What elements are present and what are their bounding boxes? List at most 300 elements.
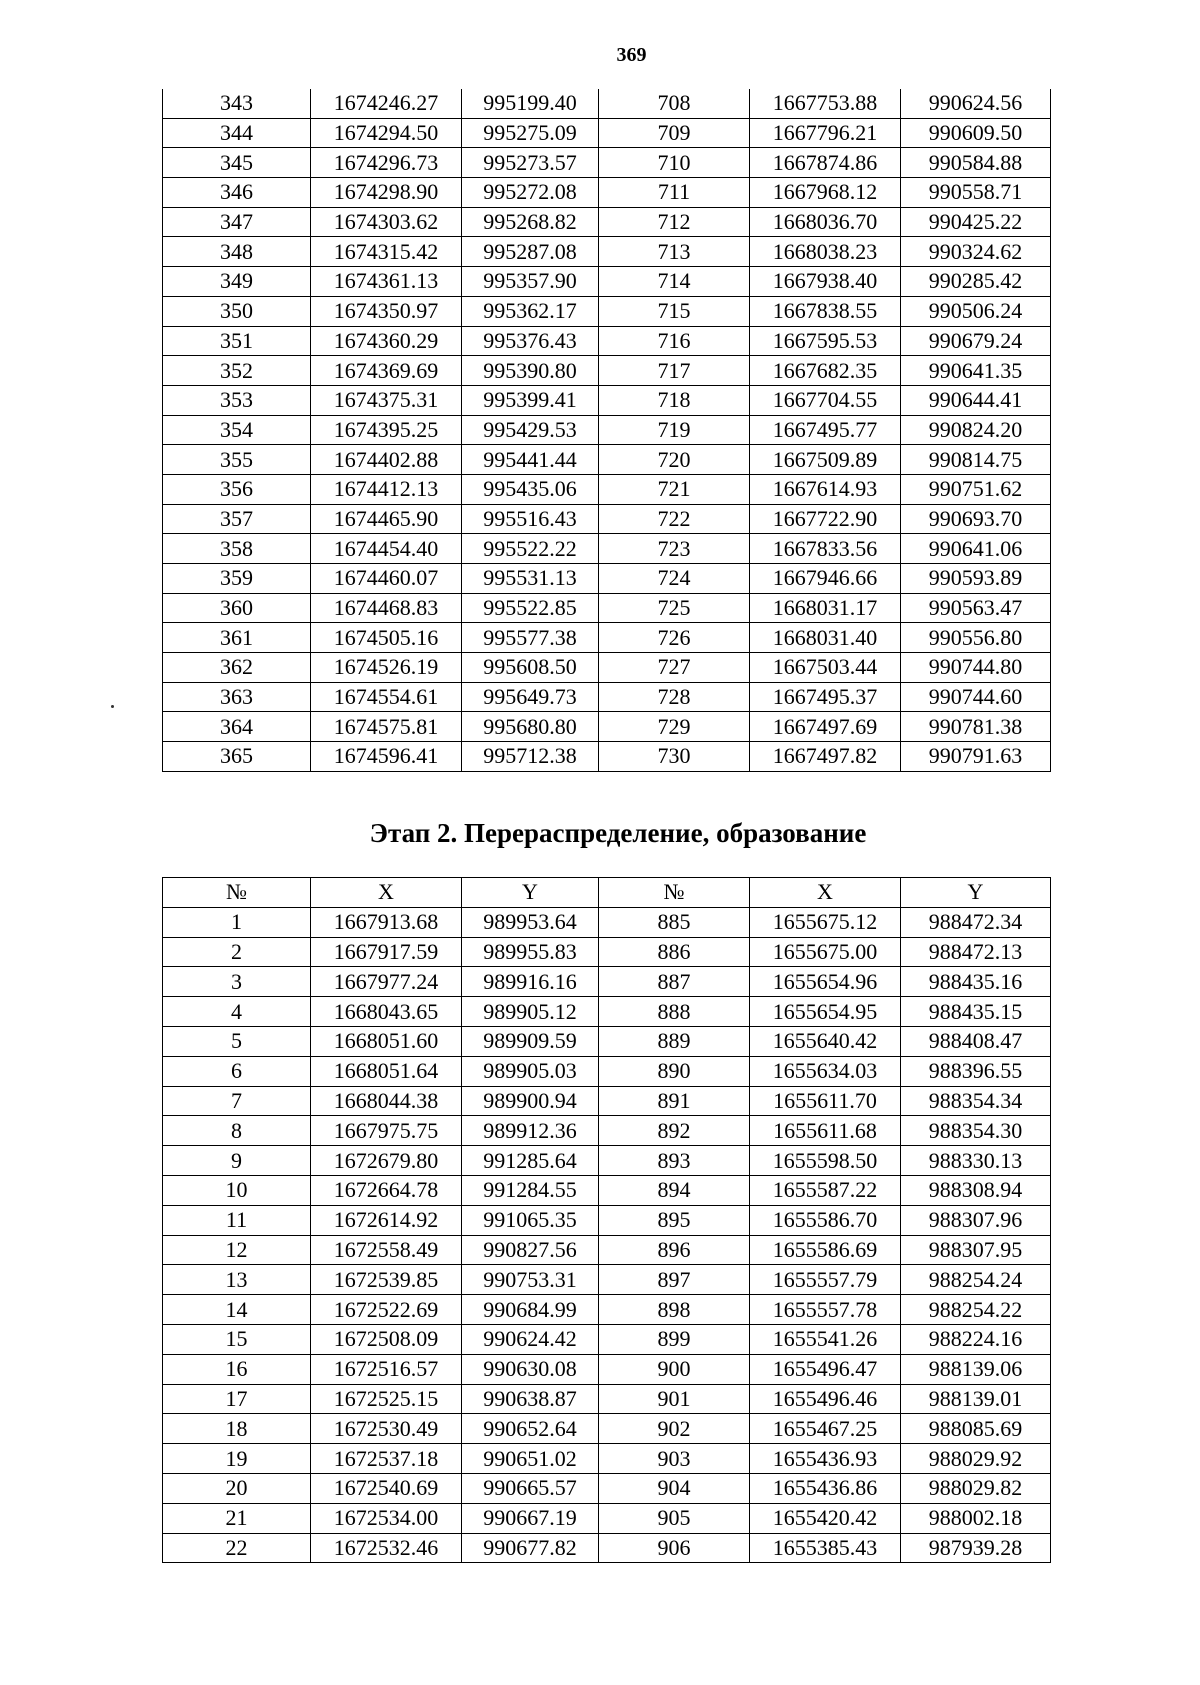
table-row — [163, 1086, 1051, 1116]
cell-number-right: 709 — [599, 118, 750, 148]
cell-y-left: 995429.53 — [462, 415, 599, 445]
cell-number-right: 902 — [599, 1414, 750, 1444]
cell-number-left: 2 — [163, 937, 311, 967]
cell-x-left: 1672534.00 — [311, 1503, 462, 1533]
cell-y-left: 990677.82 — [462, 1533, 599, 1563]
cell-y-right: 990791.63 — [901, 742, 1051, 772]
table-row — [163, 1473, 1051, 1503]
cell-number-right: 728 — [599, 682, 750, 712]
cell-x-left: 1674465.90 — [311, 504, 462, 534]
cell-x-right: 1667509.89 — [750, 445, 901, 475]
cell-number-right: 714 — [599, 267, 750, 297]
table-row — [163, 415, 1051, 445]
cell-x-right: 1655541.26 — [750, 1324, 901, 1354]
cell-number-right: 904 — [599, 1473, 750, 1503]
cell-number-left: 350 — [163, 296, 311, 326]
cell-x-right: 1667968.12 — [750, 178, 901, 208]
cell-x-right: 1655640.42 — [750, 1026, 901, 1056]
cell-number-right: 723 — [599, 534, 750, 564]
cell-x-right: 1667753.88 — [750, 89, 901, 118]
cell-y-right: 988224.16 — [901, 1324, 1051, 1354]
table-row — [163, 356, 1051, 386]
cell-number-left: 5 — [163, 1026, 311, 1056]
table-body — [163, 89, 1051, 771]
cell-number-right: 722 — [599, 504, 750, 534]
cell-x-left: 1674350.97 — [311, 296, 462, 326]
cell-y-left: 990624.42 — [462, 1324, 599, 1354]
cell-number-left: 16 — [163, 1354, 311, 1384]
cell-x-left: 1672664.78 — [311, 1175, 462, 1205]
cell-number-left: 361 — [163, 623, 311, 653]
table-row — [163, 1205, 1051, 1235]
cell-x-right: 1655598.50 — [750, 1146, 901, 1176]
cell-y-right: 988254.24 — [901, 1265, 1051, 1295]
cell-y-right: 990744.60 — [901, 682, 1051, 712]
cell-x-right: 1655496.47 — [750, 1354, 901, 1384]
cell-y-left: 990665.57 — [462, 1473, 599, 1503]
cell-number-left: 19 — [163, 1444, 311, 1474]
table-row — [163, 1324, 1051, 1354]
cell-x-right: 1667796.21 — [750, 118, 901, 148]
table-row — [163, 148, 1051, 178]
cell-x-left: 1672508.09 — [311, 1324, 462, 1354]
cell-y-left: 995268.82 — [462, 207, 599, 237]
table-row — [163, 907, 1051, 937]
cell-number-left: 7 — [163, 1086, 311, 1116]
cell-y-right: 990641.35 — [901, 356, 1051, 386]
cell-x-right: 1655496.46 — [750, 1384, 901, 1414]
coordinates-table-continued — [162, 89, 1051, 772]
cell-y-right: 988029.92 — [901, 1444, 1051, 1474]
cell-number-right: 712 — [599, 207, 750, 237]
cell-x-right: 1655611.70 — [750, 1086, 901, 1116]
cell-y-left: 991065.35 — [462, 1205, 599, 1235]
table-row — [163, 623, 1051, 653]
cell-number-left: 362 — [163, 653, 311, 683]
cell-number-right: 721 — [599, 474, 750, 504]
cell-x-right: 1655436.86 — [750, 1473, 901, 1503]
cell-x-left: 1674361.13 — [311, 267, 462, 297]
cell-x-right: 1655385.43 — [750, 1533, 901, 1563]
scan-speck — [111, 705, 114, 708]
cell-x-left: 1674303.62 — [311, 207, 462, 237]
cell-y-left: 995577.38 — [462, 623, 599, 653]
cell-x-left: 1667977.24 — [311, 967, 462, 997]
table-row — [163, 1384, 1051, 1414]
cell-y-right: 990584.88 — [901, 148, 1051, 178]
cell-x-left: 1672614.92 — [311, 1205, 462, 1235]
cell-x-right: 1655557.79 — [750, 1265, 901, 1295]
cell-y-left: 995712.38 — [462, 742, 599, 772]
cell-number-left: 21 — [163, 1503, 311, 1533]
cell-number-right: 896 — [599, 1235, 750, 1265]
cell-x-right: 1668031.40 — [750, 623, 901, 653]
cell-number-right: 893 — [599, 1146, 750, 1176]
cell-number-right: 897 — [599, 1265, 750, 1295]
cell-number-right: 898 — [599, 1295, 750, 1325]
cell-number-right: 710 — [599, 148, 750, 178]
cell-number-left: 9 — [163, 1146, 311, 1176]
cell-x-right: 1655436.93 — [750, 1444, 901, 1474]
cell-y-right: 990609.50 — [901, 118, 1051, 148]
header-x-right: X — [750, 878, 901, 908]
header-number-right: № — [599, 878, 750, 908]
cell-number-left: 349 — [163, 267, 311, 297]
table-header — [163, 878, 1051, 908]
cell-number-right: 711 — [599, 178, 750, 208]
cell-y-right: 990814.75 — [901, 445, 1051, 475]
cell-y-right: 990285.42 — [901, 267, 1051, 297]
cell-y-left: 991284.55 — [462, 1175, 599, 1205]
table-row — [163, 178, 1051, 208]
cell-number-left: 364 — [163, 712, 311, 742]
table-row — [163, 385, 1051, 415]
cell-x-left: 1667975.75 — [311, 1116, 462, 1146]
cell-x-right: 1668031.17 — [750, 593, 901, 623]
cell-y-right: 990781.38 — [901, 712, 1051, 742]
cell-x-left: 1674575.81 — [311, 712, 462, 742]
cell-x-left: 1674246.27 — [311, 89, 462, 118]
cell-x-left: 1674505.16 — [311, 623, 462, 653]
table-row — [163, 118, 1051, 148]
cell-y-right: 990693.70 — [901, 504, 1051, 534]
cell-x-left: 1674296.73 — [311, 148, 462, 178]
cell-number-right: 900 — [599, 1354, 750, 1384]
cell-x-right: 1667497.69 — [750, 712, 901, 742]
cell-x-right: 1667503.44 — [750, 653, 901, 683]
cell-number-left: 6 — [163, 1056, 311, 1086]
table-row — [163, 534, 1051, 564]
cell-x-right: 1655654.96 — [750, 967, 901, 997]
table-row — [163, 682, 1051, 712]
cell-number-left: 346 — [163, 178, 311, 208]
table-row — [163, 1295, 1051, 1325]
table-row — [163, 937, 1051, 967]
cell-number-right: 885 — [599, 907, 750, 937]
cell-x-left: 1672539.85 — [311, 1265, 462, 1295]
cell-number-right: 890 — [599, 1056, 750, 1086]
cell-number-right: 899 — [599, 1324, 750, 1354]
cell-x-left: 1667913.68 — [311, 907, 462, 937]
cell-x-right: 1667497.82 — [750, 742, 901, 772]
table-row — [163, 1503, 1051, 1533]
cell-y-right: 988354.30 — [901, 1116, 1051, 1146]
cell-x-right: 1655675.12 — [750, 907, 901, 937]
cell-number-right: 729 — [599, 712, 750, 742]
cell-y-left: 995399.41 — [462, 385, 599, 415]
cell-number-left: 363 — [163, 682, 311, 712]
cell-number-right: 717 — [599, 356, 750, 386]
header-x-left: X — [311, 878, 462, 908]
cell-number-left: 356 — [163, 474, 311, 504]
cell-x-left: 1672679.80 — [311, 1146, 462, 1176]
cell-y-right: 988308.94 — [901, 1175, 1051, 1205]
cell-number-left: 344 — [163, 118, 311, 148]
cell-number-left: 17 — [163, 1384, 311, 1414]
table-row — [163, 267, 1051, 297]
cell-y-left: 990827.56 — [462, 1235, 599, 1265]
cell-x-right: 1667874.86 — [750, 148, 901, 178]
cell-y-left: 995376.43 — [462, 326, 599, 356]
cell-x-left: 1674402.88 — [311, 445, 462, 475]
cell-y-right: 988002.18 — [901, 1503, 1051, 1533]
cell-x-right: 1668036.70 — [750, 207, 901, 237]
cell-x-left: 1674554.61 — [311, 682, 462, 712]
cell-number-left: 22 — [163, 1533, 311, 1563]
cell-x-left: 1674375.31 — [311, 385, 462, 415]
cell-y-right: 988307.96 — [901, 1205, 1051, 1235]
cell-y-right: 988435.15 — [901, 997, 1051, 1027]
cell-y-left: 995357.90 — [462, 267, 599, 297]
cell-number-right: 724 — [599, 564, 750, 594]
cell-x-right: 1667682.35 — [750, 356, 901, 386]
cell-number-left: 352 — [163, 356, 311, 386]
table-row — [163, 1235, 1051, 1265]
cell-x-left: 1674468.83 — [311, 593, 462, 623]
cell-number-left: 343 — [163, 89, 311, 118]
table-row — [163, 967, 1051, 997]
cell-x-left: 1668051.64 — [311, 1056, 462, 1086]
cell-number-right: 719 — [599, 415, 750, 445]
cell-x-right: 1655611.68 — [750, 1116, 901, 1146]
cell-y-left: 995287.08 — [462, 237, 599, 267]
cell-number-right: 730 — [599, 742, 750, 772]
cell-y-right: 988307.95 — [901, 1235, 1051, 1265]
cell-x-right: 1655586.70 — [750, 1205, 901, 1235]
table-row — [163, 474, 1051, 504]
cell-x-right: 1655675.00 — [750, 937, 901, 967]
cell-y-left: 989905.12 — [462, 997, 599, 1027]
cell-y-left: 995390.80 — [462, 356, 599, 386]
cell-number-right: 708 — [599, 89, 750, 118]
cell-x-right: 1667495.37 — [750, 682, 901, 712]
cell-number-right: 726 — [599, 623, 750, 653]
cell-y-left: 995273.57 — [462, 148, 599, 178]
cell-x-left: 1672537.18 — [311, 1444, 462, 1474]
cell-y-left: 995435.06 — [462, 474, 599, 504]
table-row — [163, 1026, 1051, 1056]
cell-x-right: 1668038.23 — [750, 237, 901, 267]
table-row — [163, 1056, 1051, 1086]
cell-x-left: 1672540.69 — [311, 1473, 462, 1503]
cell-y-left: 990667.19 — [462, 1503, 599, 1533]
cell-y-right: 988408.47 — [901, 1026, 1051, 1056]
cell-x-left: 1672525.15 — [311, 1384, 462, 1414]
cell-y-left: 995522.22 — [462, 534, 599, 564]
cell-number-left: 8 — [163, 1116, 311, 1146]
cell-y-right: 990744.80 — [901, 653, 1051, 683]
table-row — [163, 1116, 1051, 1146]
table-row — [163, 653, 1051, 683]
table-row — [163, 1265, 1051, 1295]
cell-number-left: 351 — [163, 326, 311, 356]
cell-number-right: 903 — [599, 1444, 750, 1474]
cell-number-left: 345 — [163, 148, 311, 178]
cell-number-left: 3 — [163, 967, 311, 997]
cell-x-right: 1667704.55 — [750, 385, 901, 415]
cell-number-left: 18 — [163, 1414, 311, 1444]
cell-x-left: 1674360.29 — [311, 326, 462, 356]
cell-y-right: 988254.22 — [901, 1295, 1051, 1325]
cell-y-right: 987939.28 — [901, 1533, 1051, 1563]
cell-y-left: 995680.80 — [462, 712, 599, 742]
cell-number-left: 12 — [163, 1235, 311, 1265]
cell-y-left: 995441.44 — [462, 445, 599, 475]
cell-y-right: 990324.62 — [901, 237, 1051, 267]
cell-x-right: 1667595.53 — [750, 326, 901, 356]
table-row — [163, 1175, 1051, 1205]
table-body — [163, 907, 1051, 1563]
cell-y-left: 995199.40 — [462, 89, 599, 118]
coordinates-table-stage-2 — [162, 877, 1051, 1563]
section-title: Этап 2. Перераспределение, образование — [369, 818, 867, 848]
cell-y-left: 989905.03 — [462, 1056, 599, 1086]
cell-x-left: 1668051.60 — [311, 1026, 462, 1056]
cell-y-right: 990824.20 — [901, 415, 1051, 445]
cell-x-left: 1674454.40 — [311, 534, 462, 564]
cell-y-right: 990563.47 — [901, 593, 1051, 623]
cell-number-right: 727 — [599, 653, 750, 683]
header-number-left: № — [163, 878, 311, 908]
cell-number-right: 906 — [599, 1533, 750, 1563]
cell-y-right: 990593.89 — [901, 564, 1051, 594]
cell-number-right: 901 — [599, 1384, 750, 1414]
cell-number-left: 359 — [163, 564, 311, 594]
cell-number-left: 1 — [163, 907, 311, 937]
cell-number-right: 716 — [599, 326, 750, 356]
header-row — [163, 878, 1051, 908]
header-y-left: Y — [462, 878, 599, 908]
cell-x-right: 1655420.42 — [750, 1503, 901, 1533]
cell-y-right: 988354.34 — [901, 1086, 1051, 1116]
cell-y-left: 995362.17 — [462, 296, 599, 326]
cell-x-right: 1655467.25 — [750, 1414, 901, 1444]
cell-x-left: 1672532.46 — [311, 1533, 462, 1563]
cell-y-left: 989900.94 — [462, 1086, 599, 1116]
cell-number-right: 894 — [599, 1175, 750, 1205]
page-number: 369 — [616, 44, 647, 66]
cell-y-left: 990630.08 — [462, 1354, 599, 1384]
cell-y-right: 990425.22 — [901, 207, 1051, 237]
cell-x-left: 1674294.50 — [311, 118, 462, 148]
cell-y-left: 990651.02 — [462, 1444, 599, 1474]
table-row — [163, 1354, 1051, 1384]
table-row — [163, 593, 1051, 623]
cell-x-left: 1674298.90 — [311, 178, 462, 208]
cell-x-left: 1674412.13 — [311, 474, 462, 504]
table-row — [163, 296, 1051, 326]
cell-x-right: 1667838.55 — [750, 296, 901, 326]
cell-y-left: 995522.85 — [462, 593, 599, 623]
cell-number-right: 889 — [599, 1026, 750, 1056]
cell-x-left: 1672522.69 — [311, 1295, 462, 1325]
cell-x-left: 1668044.38 — [311, 1086, 462, 1116]
cell-number-left: 354 — [163, 415, 311, 445]
cell-y-right: 988139.06 — [901, 1354, 1051, 1384]
cell-y-right: 988085.69 — [901, 1414, 1051, 1444]
cell-y-left: 990684.99 — [462, 1295, 599, 1325]
cell-y-right: 990641.06 — [901, 534, 1051, 564]
table-row — [163, 742, 1051, 772]
cell-x-right: 1667833.56 — [750, 534, 901, 564]
cell-y-left: 989912.36 — [462, 1116, 599, 1146]
cell-number-left: 20 — [163, 1473, 311, 1503]
cell-y-right: 988396.55 — [901, 1056, 1051, 1086]
cell-number-right: 891 — [599, 1086, 750, 1116]
cell-y-right: 988330.13 — [901, 1146, 1051, 1176]
cell-y-right: 990556.80 — [901, 623, 1051, 653]
table-row — [163, 997, 1051, 1027]
cell-y-left: 990753.31 — [462, 1265, 599, 1295]
cell-y-left: 989955.83 — [462, 937, 599, 967]
cell-x-right: 1667946.66 — [750, 564, 901, 594]
cell-number-right: 718 — [599, 385, 750, 415]
table-row — [163, 564, 1051, 594]
cell-number-left: 11 — [163, 1205, 311, 1235]
cell-y-left: 995275.09 — [462, 118, 599, 148]
cell-y-right: 988139.01 — [901, 1384, 1051, 1414]
cell-number-right: 713 — [599, 237, 750, 267]
cell-y-left: 991285.64 — [462, 1146, 599, 1176]
cell-y-right: 988472.34 — [901, 907, 1051, 937]
header-y-right: Y — [901, 878, 1051, 908]
cell-x-left: 1672558.49 — [311, 1235, 462, 1265]
table-row — [163, 712, 1051, 742]
cell-number-right: 887 — [599, 967, 750, 997]
cell-number-left: 360 — [163, 593, 311, 623]
cell-number-right: 720 — [599, 445, 750, 475]
cell-x-left: 1667917.59 — [311, 937, 462, 967]
table-row — [163, 1414, 1051, 1444]
cell-y-left: 995531.13 — [462, 564, 599, 594]
cell-number-right: 886 — [599, 937, 750, 967]
cell-y-left: 989916.16 — [462, 967, 599, 997]
cell-number-right: 892 — [599, 1116, 750, 1146]
cell-y-right: 988029.82 — [901, 1473, 1051, 1503]
cell-x-left: 1672530.49 — [311, 1414, 462, 1444]
cell-number-left: 14 — [163, 1295, 311, 1325]
cell-y-left: 995649.73 — [462, 682, 599, 712]
cell-x-right: 1655587.22 — [750, 1175, 901, 1205]
table-row — [163, 1444, 1051, 1474]
cell-x-right: 1667495.77 — [750, 415, 901, 445]
cell-y-left: 989909.59 — [462, 1026, 599, 1056]
table-row — [163, 1146, 1051, 1176]
cell-number-left: 348 — [163, 237, 311, 267]
cell-x-right: 1667938.40 — [750, 267, 901, 297]
table-row — [163, 89, 1051, 118]
cell-number-left: 358 — [163, 534, 311, 564]
table-row — [163, 207, 1051, 237]
cell-number-left: 365 — [163, 742, 311, 772]
cell-y-right: 990506.24 — [901, 296, 1051, 326]
cell-x-right: 1667614.93 — [750, 474, 901, 504]
cell-y-right: 988435.16 — [901, 967, 1051, 997]
cell-number-left: 353 — [163, 385, 311, 415]
cell-x-right: 1655557.78 — [750, 1295, 901, 1325]
cell-x-left: 1674526.19 — [311, 653, 462, 683]
table-row — [163, 504, 1051, 534]
table-row — [163, 326, 1051, 356]
cell-x-left: 1672516.57 — [311, 1354, 462, 1384]
cell-x-right: 1655586.69 — [750, 1235, 901, 1265]
cell-x-left: 1668043.65 — [311, 997, 462, 1027]
cell-y-right: 990558.71 — [901, 178, 1051, 208]
cell-y-left: 989953.64 — [462, 907, 599, 937]
cell-number-right: 725 — [599, 593, 750, 623]
cell-y-left: 995516.43 — [462, 504, 599, 534]
cell-y-left: 995272.08 — [462, 178, 599, 208]
